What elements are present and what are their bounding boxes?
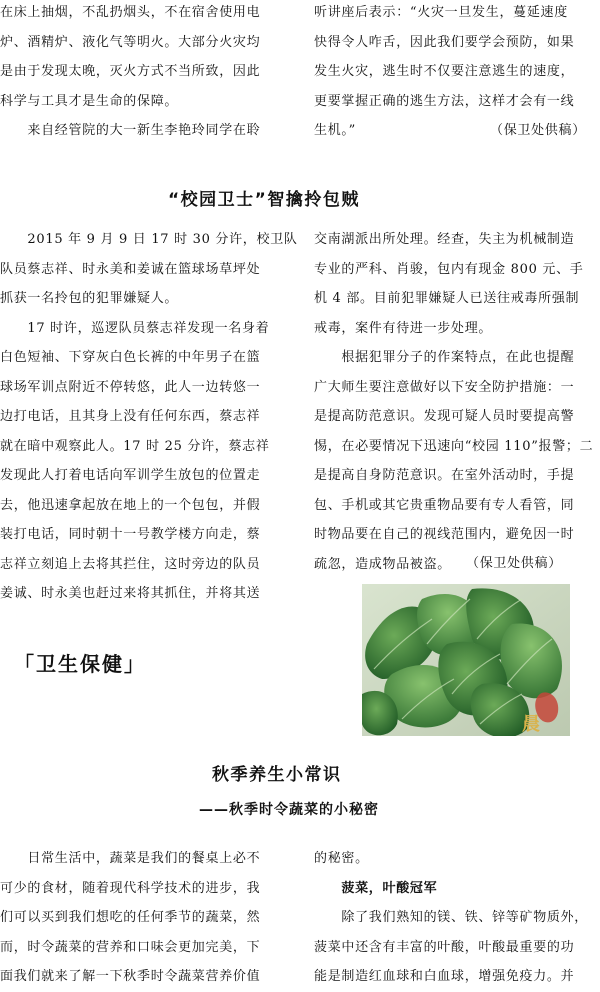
text-line: 科学与工具才是生命的保障。 (0, 93, 179, 109)
article3-right-column (314, 844, 600, 992)
text-line: 球场军训点附近不停转悠，此人一边转悠一 (0, 379, 261, 395)
text-line: 包、手机或其它贵重物品要有专人看管，同 (314, 497, 575, 513)
section-heading: 「卫生保健」 (14, 652, 146, 676)
text-line: 去，他迅速拿起放在地上的一个包包，并假 (0, 497, 261, 513)
text-line: 队员蔡志祥、时永美和姜诚在篮球场草坪处 (0, 261, 261, 277)
text-line: 戒毒，案件有待进一步处理。 (314, 320, 493, 336)
spinach-photo (362, 584, 570, 736)
text-line: 边打电话，且其身上没有任何东西，蔡志祥 (0, 409, 261, 424)
text-line: 装打电话，同时朝十一号教学楼方向走，蔡 (0, 527, 261, 542)
text-line: 的秘密。 (314, 851, 369, 866)
text-line: 机 4 部。目前犯罪嫌疑人已送往戒毒所强制 (314, 291, 580, 306)
article3-left-column (0, 844, 295, 992)
text-line: 是由于发现太晚，灭火方式不当所致，因此 (0, 64, 261, 79)
top-right-column (314, 0, 600, 146)
text-line: 是提高防范意识。发现可疑人员时要提高警 (314, 409, 575, 424)
text-line: 专业的严科、肖骏，包内有现金 800 元、手 (314, 261, 584, 277)
text-line: 可少的食材，随着现代科学技术的进步，我 (0, 880, 261, 896)
credit-line: （保卫处供稿） (466, 556, 562, 571)
text-line: 惕，在必要情况下迅速向“校园 110”报警；二 (314, 438, 594, 454)
article2-right-column (314, 225, 600, 579)
text-line: 抓获一名拎包的犯罪嫌疑人。 (0, 291, 179, 306)
article-subtitle: ——秋季时令蔬菜的小秘密 (199, 802, 379, 818)
text-line: 是提高自身防范意识。在室外活动时，手提 (314, 468, 575, 483)
credit-line: （保卫处供稿） (490, 123, 586, 138)
text-line: 发生火灾，逃生时不仅要注意逃生的速度， (314, 64, 575, 79)
text-line: 更要掌握正确的逃生方法，这样才会有一线 (314, 93, 575, 109)
text-line: 在床上抽烟，不乱扔烟头，不在宿舍使用电 (0, 5, 261, 20)
text-line: 志祥立刻追上去将其拦住，这时旁边的队员 (0, 556, 261, 572)
text-line: 发现此人打着电话向军训学生放包的位置走 (0, 468, 261, 483)
text-line: 白色短袖、下穿灰白色长裤的中年男子在篮 (0, 350, 261, 365)
text-line: 姜诚、时永美也赶过来将其抓住，并将其送 (0, 586, 261, 601)
article2-left-column (0, 225, 298, 609)
top-left-column (0, 0, 290, 146)
watermark-text: 晨 (522, 714, 540, 735)
text-line: 交南湖派出所处理。经查，失主为机械制造 (314, 232, 575, 247)
subheading-spinach: 菠菜，叶酸冠军 (314, 880, 438, 896)
text-line: 17 时许，巡逻队员蔡志祥发现一名身着 (0, 320, 270, 336)
text-line: 日常生活中，蔬菜是我们的餐桌上必不 (0, 851, 261, 866)
article-title: “校园卫士”智擒拎包贼 (168, 190, 360, 210)
text-line: 疏忽，造成物品被盗。 (314, 556, 452, 572)
text-line: 2015 年 9 月 9 日 17 时 30 分许，校卫队 (0, 232, 298, 247)
text-line: 除了我们熟知的镁、铁、锌等矿物质外， (314, 910, 589, 925)
text-line: 广大师生要注意做好以下安全防护措施：一 (314, 379, 575, 395)
text-line: 快得令人咋舌，因此我们要学会预防，如果 (314, 34, 575, 50)
text-line: 能是制造红血球和白血球，增强免疫力。并 (314, 969, 575, 984)
article-title: 秋季养生小常识 (212, 765, 342, 785)
text-line: 炉、酒精炉、液化气等明火。大部分火灾均 (0, 34, 261, 50)
text-line: 听讲座后表示：“火灾一旦发生，蔓延速度 (314, 5, 568, 20)
text-line: 菠菜中还含有丰富的叶酸，叶酸最重要的功 (314, 939, 575, 955)
text-line: 而，时令蔬菜的营养和口味会更加完美，下 (0, 939, 261, 955)
text-line: 就在暗中观察此人。17 时 25 分许，蔡志祥 (0, 438, 270, 454)
text-line: 们可以买到我们想吃的任何季节的蔬菜，然 (0, 910, 261, 925)
text-line: 根据犯罪分子的作案特点，在此也提醒 (314, 350, 575, 365)
text-line: 时物品要在自己的视线范围内，避免因一时 (314, 527, 575, 542)
text-line: 生机。” (314, 123, 356, 138)
text-line: 来自经管院的大一新生李艳玲同学在聆 (0, 123, 261, 138)
text-line: 面我们就来了解一下秋季时令蔬菜营养价值 (0, 969, 261, 984)
